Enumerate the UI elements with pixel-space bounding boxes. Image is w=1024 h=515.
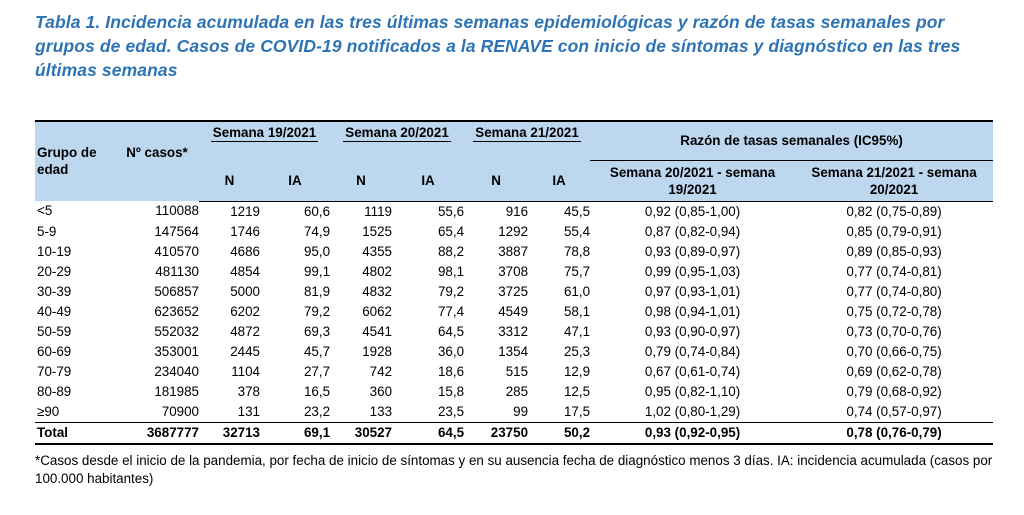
cell-ia21: 61,0 [563, 283, 591, 299]
cell-ia21: 45,5 [563, 203, 591, 219]
incidence-table [35, 120, 993, 445]
cell-n19: 4686 [230, 243, 260, 259]
cell-n19: 378 [237, 383, 260, 399]
cell-grupo: <5 [37, 203, 53, 219]
table-title: Tabla 1. Incidencia acumulada en las tres últimas semanas epidemiológicas y razón de tasas semanales por grupos de edad. Casos de COVID-19 notificados a la RENAVE con inicio de síntomas y diagnóstico en las tres últimas semanas [35, 12, 961, 80]
cell-n19: 2445 [230, 343, 260, 359]
cell-ia20: 65,4 [437, 223, 465, 239]
cell-ia20: 15,8 [437, 383, 465, 399]
cell-razon-20-19: 0,67 (0,61-0,74) [644, 363, 741, 379]
cell-ia19: 60,6 [303, 203, 331, 219]
cell-razon-20-19: 1,02 (0,80-1,29) [644, 403, 741, 419]
cell-ia21: 78,8 [563, 243, 591, 259]
cell-ia20: 55,6 [437, 203, 465, 219]
table-row [35, 302, 993, 322]
cell-n21: 515 [505, 363, 529, 379]
cell-razon-20-19: 0,98 (0,94-1,01) [644, 303, 741, 319]
cell-ia19: 27,7 [303, 363, 331, 379]
cell-grupo: 5-9 [37, 223, 57, 239]
cell-n20: 360 [369, 383, 393, 399]
cell-n19: 1219 [230, 203, 260, 219]
cell-n20: 1928 [362, 343, 393, 359]
cell-n21: 23750 [464, 422, 528, 444]
cell-razon-20-19: 0,87 (0,82-0,94) [644, 223, 741, 239]
cell-ia20: 98,1 [437, 263, 465, 279]
cell-n21: 99 [513, 403, 529, 419]
cell-ia19: 81,9 [303, 283, 331, 299]
cell-n21: 3725 [498, 283, 529, 299]
cell-razon-21-20: 0,89 (0,85-0,93) [846, 243, 942, 259]
table-row [35, 201, 993, 222]
cell-n19: 4872 [230, 323, 260, 339]
cell-n19: 6202 [230, 303, 260, 319]
cell-ia21: 55,4 [563, 223, 591, 239]
cell-grupo: 10-19 [37, 243, 72, 259]
cell-grupo: 60-69 [37, 343, 72, 359]
cell-n20: 742 [369, 363, 393, 379]
cell-ncasos: 181985 [154, 383, 199, 399]
cell-n20: 1525 [362, 223, 393, 239]
cell-n20: 4541 [362, 323, 393, 339]
header-week-20: Semana 20/2021 [330, 121, 464, 160]
header-ia: IA [528, 160, 590, 201]
cell-razon-21-20: 0,75 (0,72-0,78) [846, 303, 942, 319]
cell-ia21: 12,5 [563, 383, 591, 399]
table-row [35, 222, 993, 242]
cell-ia19: 79,2 [303, 303, 331, 319]
cell-n20: 30527 [330, 422, 392, 444]
cell-razon-21-20: 0,73 (0,70-0,76) [846, 323, 942, 339]
cell-ncasos: 147564 [154, 223, 199, 239]
header-week-19: Semana 19/2021 [199, 121, 330, 160]
cell-n19: 5000 [230, 283, 260, 299]
cell-ia20: 23,5 [437, 403, 465, 419]
cell-ia19: 95,0 [303, 243, 331, 259]
header-razon-20-19: Semana 20/2021 - semana 19/2021 [590, 160, 795, 201]
cell-grupo: ≥90 [37, 403, 60, 419]
cell-razon-21-20: 0,78 (0,76-0,79) [795, 422, 993, 444]
cell-grupo: 20-29 [37, 263, 72, 279]
cell-ia21: 47,1 [563, 323, 591, 339]
cell-ncasos: 353001 [154, 343, 199, 359]
cell-grupo: 50-59 [37, 323, 72, 339]
cell-ncasos: 623652 [154, 303, 199, 319]
cell-n19: 1104 [231, 363, 260, 379]
cell-ia19: 74,9 [303, 223, 331, 239]
cell-ia20: 36,0 [437, 343, 465, 359]
table-row [35, 242, 993, 262]
cell-ncasos: 481130 [155, 263, 199, 279]
cell-n20: 4802 [362, 263, 393, 279]
cell-ia21: 50,2 [528, 422, 590, 444]
cell-n21: 3312 [498, 323, 529, 339]
header-week-21: Semana 21/2021 [464, 121, 590, 160]
cell-grupo: 30-39 [37, 283, 72, 299]
cell-n21: 3708 [498, 263, 529, 279]
header-razon: Razón de tasas semanales (IC95%) [590, 121, 993, 160]
cell-razon-20-19: 0,97 (0,93-1,01) [644, 283, 741, 299]
cell-n19: 1746 [230, 223, 260, 239]
cell-ia19: 99,1 [303, 263, 331, 279]
cell-ia21: 25,3 [563, 343, 591, 359]
cell-n21: 1292 [498, 223, 529, 239]
header-ia: IA [260, 160, 330, 201]
header-n: N [199, 160, 260, 201]
cell-razon-20-19: 0,79 (0,74-0,84) [644, 343, 741, 359]
table-row [35, 362, 993, 382]
cell-ia19: 23,2 [303, 403, 331, 419]
cell-ncasos: 552032 [154, 323, 199, 339]
cell-n20: 4832 [362, 283, 393, 299]
cell-n21: 285 [505, 383, 529, 399]
cell-ia20: 77,4 [437, 303, 465, 319]
cell-ncasos: 3687777 [115, 422, 199, 444]
table-row [35, 382, 993, 402]
cell-ia20: 79,2 [437, 283, 465, 299]
cell-razon-21-20: 0,79 (0,68-0,92) [846, 383, 942, 399]
cell-razon-20-19: 0,93 (0,89-0,97) [644, 243, 741, 259]
cell-ia21: 58,1 [563, 303, 591, 319]
total-row [35, 422, 993, 444]
header-ia: IA [392, 160, 464, 201]
cell-ia20: 64,5 [392, 422, 464, 444]
cell-razon-21-20: 0,82 (0,75-0,89) [846, 203, 942, 219]
cell-n21: 1354 [498, 343, 529, 359]
table-row [35, 402, 993, 423]
cell-razon-21-20: 0,74 (0,57-0,97) [846, 403, 942, 419]
cell-razon-21-20: 0,77 (0,74-0,81) [846, 263, 942, 279]
cell-ncasos: 410570 [154, 243, 199, 259]
cell-n19: 4854 [230, 263, 260, 279]
cell-razon-21-20: 0,85 (0,79-0,91) [846, 223, 942, 239]
table-row [35, 342, 993, 362]
cell-ia21: 17,5 [563, 403, 591, 419]
table-row [35, 322, 993, 342]
cell-ncasos: 110088 [155, 203, 199, 219]
cell-ia21: 12,9 [563, 363, 591, 379]
table-row [35, 262, 993, 282]
header-ncasos: Nº casos* [115, 121, 199, 201]
cell-n21: 3887 [498, 243, 529, 259]
cell-razon-21-20: 0,69 (0,62-0,78) [846, 363, 942, 379]
cell-grupo: 80-89 [37, 383, 72, 399]
header-n: N [464, 160, 528, 201]
header-grupo: Grupo de edad [35, 121, 115, 201]
cell-razon-20-19: 0,95 (0,82-1,10) [644, 383, 741, 399]
cell-ia19: 16,5 [303, 383, 331, 399]
cell-ia20: 18,6 [437, 363, 465, 379]
cell-n20: 1119 [364, 203, 393, 219]
cell-n19: 131 [237, 403, 260, 419]
cell-razon-20-19: 0,92 (0,85-1,00) [644, 203, 741, 219]
table-row [35, 282, 993, 302]
cell-n21: 4549 [498, 303, 529, 319]
cell-n20: 6062 [362, 303, 393, 319]
cell-n21: 916 [505, 203, 529, 219]
cell-grupo: Total [35, 422, 115, 444]
cell-ncasos: 506857 [154, 283, 199, 299]
cell-n20: 133 [369, 403, 393, 419]
cell-razon-21-20: 0,77 (0,74-0,80) [846, 283, 942, 299]
cell-ia19: 45,7 [303, 343, 331, 359]
cell-razon-20-19: 0,93 (0,92-0,95) [590, 422, 795, 444]
cell-ncasos: 234040 [154, 363, 199, 379]
header-razon-21-20: Semana 21/2021 - semana 20/2021 [795, 160, 993, 201]
footnote: *Casos desde el inicio de la pandemia, por fecha de inicio de síntomas y en su ausencia fecha de diagnóstico menos 3 días. IA: incidencia acumulada (casos por 100.000 habitantes) [35, 453, 993, 486]
cell-ia20: 88,2 [437, 243, 465, 259]
cell-ia19: 69,3 [303, 323, 331, 339]
cell-n20: 4355 [362, 243, 393, 259]
cell-ia21: 75,7 [563, 263, 591, 279]
cell-ia20: 64,5 [437, 323, 465, 339]
header-n: N [330, 160, 392, 201]
cell-ia19: 69,1 [260, 422, 330, 444]
cell-razon-20-19: 0,93 (0,90-0,97) [644, 323, 741, 339]
cell-razon-20-19: 0,99 (0,95-1,03) [644, 263, 741, 279]
cell-ncasos: 70900 [161, 403, 199, 419]
cell-n19: 32713 [199, 422, 260, 444]
cell-grupo: 40-49 [37, 303, 72, 319]
cell-grupo: 70-79 [37, 363, 72, 379]
cell-razon-21-20: 0,70 (0,66-0,75) [846, 343, 942, 359]
